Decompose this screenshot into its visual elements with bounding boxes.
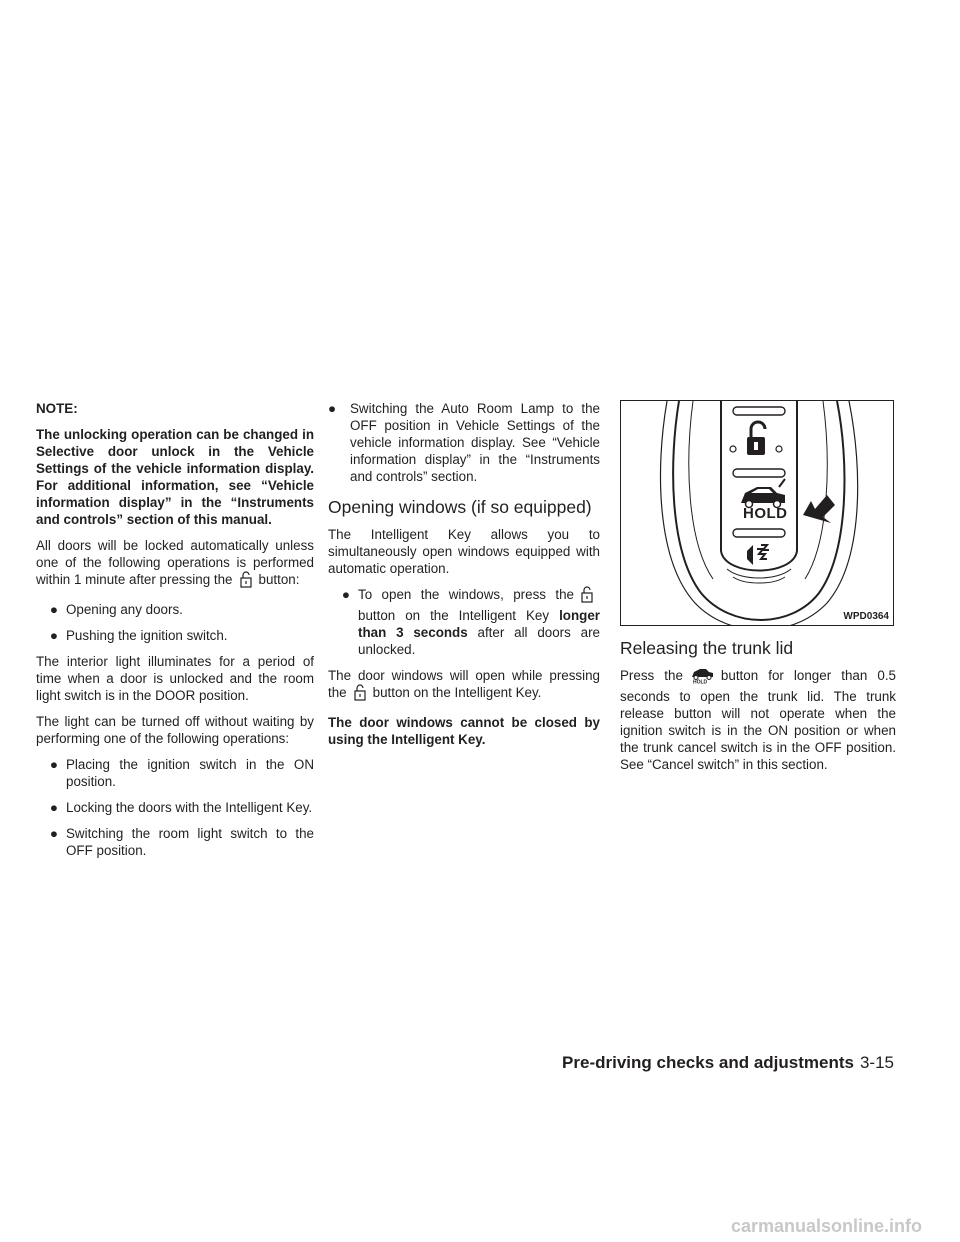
car-trunk-icon — [741, 479, 785, 508]
bullet-icon: ● — [49, 602, 58, 617]
list-item: ● Switching the room light switch to the OFF position. — [36, 825, 314, 859]
column-1 — [36, 400, 314, 868]
intelligent-key-figure — [620, 400, 894, 626]
footer-section-title: Pre-driving checks and adjustments — [562, 1053, 854, 1072]
note-body: The unlocking operation can be changed in Selective door unlock in the Vehicle Settings of the vehicle information display. For additional information, see “Vehicle information display” in the “Instruments and controls” section of this manual. — [36, 427, 314, 527]
bullet-icon: ● — [49, 757, 58, 772]
unlock-button-icon — [580, 586, 594, 607]
page-footer — [562, 1053, 894, 1073]
bullet-icon: ● — [328, 401, 337, 416]
light-off-intro: The light can be turned off without waiting by performing one of the following operations: — [36, 714, 314, 746]
list-item: ● Locking the doors with the Intelligent Key. — [36, 799, 314, 816]
unlock-button-icon — [353, 684, 367, 705]
list-item: ● Placing the ignition switch in the ON position. — [36, 756, 314, 790]
bullet-icon: ● — [341, 587, 350, 602]
watermark: carmanualsonline.info — [730, 1216, 922, 1236]
windows-intro: The Intelligent Key allows you to simultaneously open windows equipped with automatic operation. — [328, 527, 600, 576]
section-heading: Opening windows (if so equipped) — [328, 497, 592, 517]
trunk-release-paragraph: Press the HOLD button for longer than 0.5 seconds to open the trunk lid. The trunk release button will not operate when the ignition switch is in the ON position or when the trunk cancel switch is in the OFF position. See “Cancel switch” in this section. — [620, 668, 896, 772]
pointer-arrow-icon — [803, 495, 835, 523]
panic-alarm-icon — [747, 545, 769, 565]
figure-hold-label: HOLD — [743, 505, 788, 522]
section-heading: Releasing the trunk lid — [620, 638, 794, 658]
column-2 — [328, 400, 600, 757]
page-number: 3-15 — [859, 1053, 894, 1072]
column-3 — [620, 400, 896, 782]
list-item: ● To open the windows, press thebutton on the Intelligent Key longer than 3 seconds after all doors are unlocked. — [328, 586, 600, 658]
trunk-hold-button-icon — [689, 668, 715, 688]
trunk-icon-hold-text: HOLD — [692, 679, 708, 684]
note-label: NOTE: — [36, 401, 78, 416]
bullet-icon: ● — [49, 826, 58, 841]
bullet-icon: ● — [49, 628, 58, 643]
list-item: ● Opening any doors. — [36, 601, 314, 618]
list-item: ● Switching the Auto Room Lamp to the OFF position in Vehicle Settings of the vehicle information display. See “Vehicle information display” in the “Instruments and controls” section. — [328, 401, 600, 484]
bullet-icon: ● — [49, 800, 58, 815]
interior-light-paragraph: The interior light illuminates for a period of time when a door is unlocked and the room light switch is in the DOOR position. — [36, 654, 314, 703]
unlock-icon — [730, 422, 782, 455]
figure-code: WPD0364 — [843, 611, 889, 622]
list-item: ● Pushing the ignition switch. — [36, 627, 314, 644]
auto-lock-intro: All doors will be locked automatically unless one of the following operations is performed within 1 minute after pressing the button: — [36, 537, 314, 592]
unlock-button-icon — [239, 571, 253, 592]
cannot-close-paragraph: The door windows cannot be closed by using the Intelligent Key. — [328, 715, 600, 747]
open-while-paragraph: The door windows will open while pressing the button on the Intelligent Key. — [328, 667, 600, 705]
